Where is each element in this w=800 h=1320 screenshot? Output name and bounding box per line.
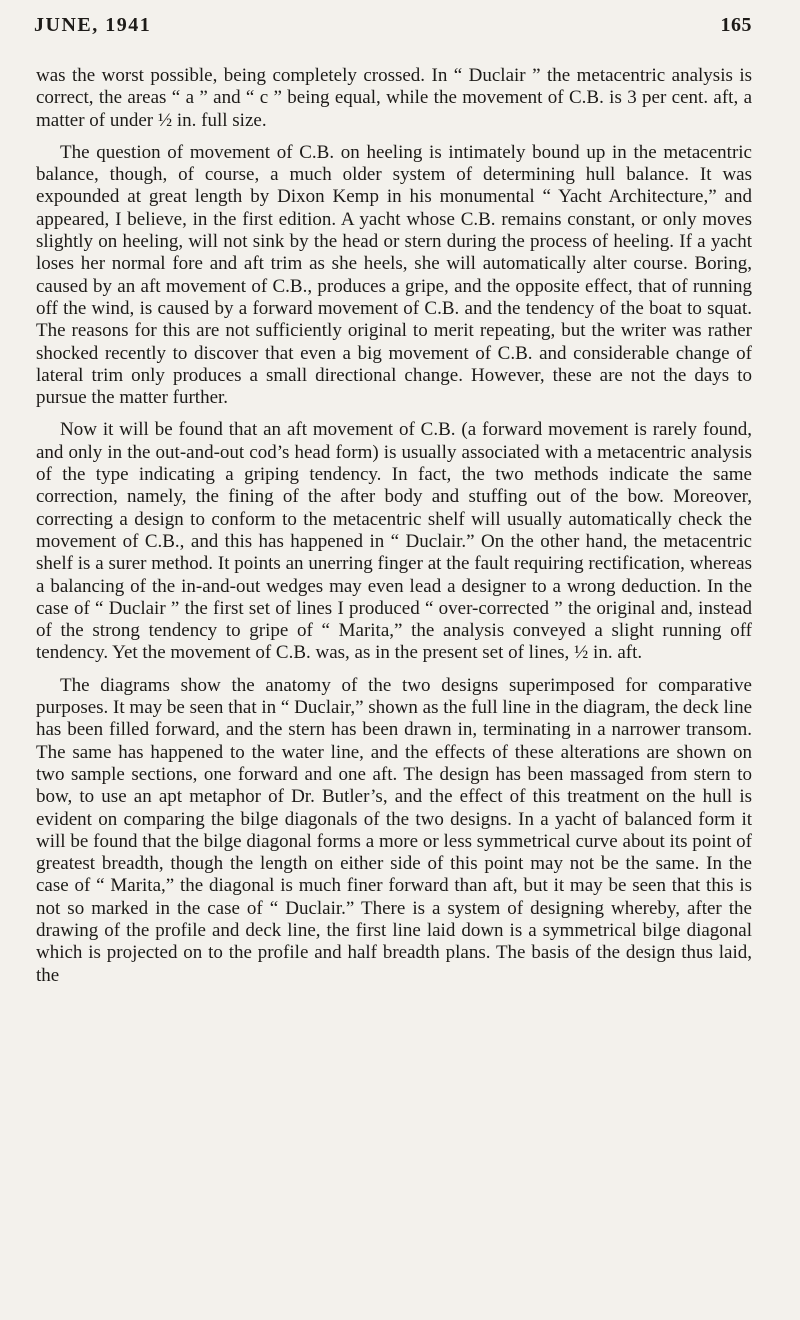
paragraph-2: The question of movement of C.B. on heeling is intimately bound up in the metacentric balance, though, of course, a much older system of determining hull balance. It was expounded at great length by Dixon Kemp in his monumental “ Yacht Architecture,” and appeared, I believe, in the first edition. A yacht whose C.B. remains constant, or only moves slightly on heeling, will not sink by the head or stern during the process of heeling. If a yacht loses her normal fore and aft trim as she heels, she will automatically alter course. Boring, caused by an aft movement of C.B., produces a gripe, and the opposite effect, that of running off the wind, is caused by a forward movement of C.B. and the tendency of the boat to squat. The reasons for this are not sufficiently original to merit repeating, but the writer was rather shocked recently to discover that even a big movement of C.B. and considerable change of lateral trim only produces a small directional change. However, these are not the days to pursue the matter further. bbox=[36, 141, 752, 409]
article-body bbox=[36, 65, 752, 997]
paragraph-1: was the worst possible, being completely crossed. In “ Duclair ” the metacentric analysis is correct, the areas “ a ” and “ c ” being equal, while the movement of C.B. is 3 per cent. aft, a matter of under ½ in. full size. bbox=[36, 65, 752, 131]
page-header bbox=[34, 14, 752, 48]
paragraph-3: Now it will be found that an aft movement of C.B. (a forward movement is rarely found, and only in the out-and-out cod’s head form) is usually associated with a metacentric analysis of the type indicating a griping tendency. In fact, the two methods indicate the same correction, namely, the fining of the after body and stuffing out of the bow. Moreover, correcting a design to conform to the metacentric shelf will usually automatically check the movement of C.B., and this has happened in “ Duclair.” On the other hand, the metacentric shelf is a surer method. It points an unerring finger at the fault requiring rectification, whereas a balancing of the in-and-out wedges may even lead a designer to a wrong deduction. In the case of “ Duclair ” the first set of lines I produced “ over-corrected ” the original and, instead of the strong tendency to gripe of “ Marita,” the analysis conveyed a slight running off tendency. Yet the movement of C.B. was, as in the present set of lines, ½ in. aft. bbox=[36, 419, 752, 664]
paragraph-4: The diagrams show the anatomy of the two designs superimposed for comparative purposes. It may be seen that in “ Duclair,” shown as the full line in the diagram, the deck line has been filled forward, and the stern has been drawn in, terminating in a narrower transom. The same has happened to the water line, and the effects of these alterations are shown on two sample sections, one forward and one aft. The design has been massaged from stern to bow, to use an apt metaphor of Dr. Butler’s, and the effect of this treatment on the hull is evident on comparing the bilge diagonals of the two designs. In a yacht of balanced form it will be found that the bilge diagonal forms a more or less symmetrical curve about its point of greatest breadth, though the length on either side of this point may not be the same. In the case of “ Marita,” the diagonal is much finer forward than aft, but it may be seen that this is not so marked in the case of “ Duclair.” There is a system of designing whereby, after the drawing of the profile and deck line, the first line laid down is a symmetrical bilge diagonal which is projected on to the profile and half breadth plans. The basis of the design thus laid, the bbox=[36, 674, 752, 986]
page-number: 165 bbox=[720, 14, 752, 36]
issue-date: JUNE, 1941 bbox=[34, 14, 152, 36]
